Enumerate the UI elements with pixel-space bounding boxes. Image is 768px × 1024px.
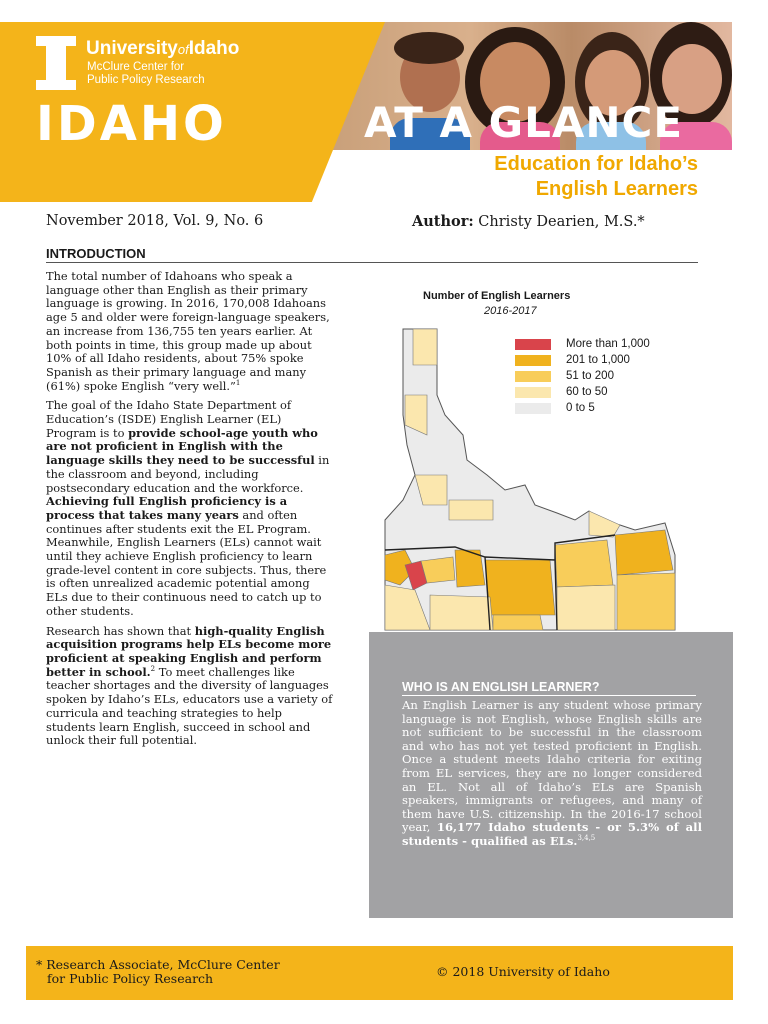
district-central-pale <box>449 500 493 520</box>
district-se-4 <box>617 573 675 630</box>
university-logo-icon <box>36 36 76 90</box>
district-sc-1 <box>485 560 555 615</box>
sidebar-text: An English Learner is any student whose primary language is not English, whose English skills are not sufficient to be successful in the classroom and who has not yet tested proficient in English. Once a student meets Idaho criteria for exiting from EL services, they are no longer considered an EL. Not all of Idaho’s ELs are Spanish speakers, immigrants or refugees, and many of them have U.S. citizenship. In the 2016-17 school year, 16,177 Idaho students - or 5.3% of all students - qualified as ELs.$^{3,4,5}$ <box>402 698 702 848</box>
footnote: * Research Associate, McClure Center for Public Policy Research <box>36 957 280 986</box>
introduction-body <box>46 270 333 754</box>
district-se-1 <box>555 540 613 587</box>
district-sc-2 <box>430 595 493 630</box>
copyright: © 2018 University of Idaho <box>436 964 610 979</box>
district-se-2 <box>615 530 673 575</box>
district-east <box>589 511 620 537</box>
intro-paragraph-2: The goal of the Idaho State Department of Education’s (ISDE) English Learner (EL) Program is to provide school-age youth who are not proficient in English with the language skills they need to be successful in the classroom and beyond, including postsecondary education and the workforce. Achieving full English proficiency is a process that takes many years and often continues after students exit the EL Program. Meanwhile, English Learners (ELs) cannot wait until they achieve English proficiency to learn grade-level content in core subjects. Thus, there is often unrealized academic potential among ELs due to their continuous need to catch up to other students. <box>46 398 330 618</box>
center-name: McClure Center for Public Policy Research <box>87 61 205 86</box>
university-name: UniversityofIdaho <box>86 38 240 59</box>
map-year: 2016-2017 <box>484 305 537 317</box>
subtitle: Education for Idaho’s English Learners <box>494 153 698 200</box>
title-idaho: IDAHO <box>36 96 227 152</box>
legend-item: 0 to 5 <box>515 400 650 416</box>
sidebar-heading: WHO IS AN ENGLISH LEARNER? <box>402 680 696 696</box>
district-sw-2 <box>421 557 455 583</box>
intro-paragraph-1: The total number of Idahoans who speak a language other than English as their primary language is growing. In 2016, 170,008 Idahoans age 5 and older were foreign-language speakers, an increase from 136,755 ten years earlier. At both points in time, this group made up about 10% of all Idaho residents, about 75% spoke Spanish as their primary language and many (61%) spoke English “very well.”$^1$ <box>46 269 330 393</box>
legend-item: More than 1,000 <box>515 336 650 352</box>
district-se-3 <box>557 585 615 630</box>
legend-item: 51 to 200 <box>515 368 650 384</box>
legend-item: 201 to 1,000 <box>515 352 650 368</box>
intro-paragraph-3: Research has shown that high-quality English acquisition programs help ELs become more proficient at speaking English and perform better in school.$^2$ To meet challenges like teacher shortages and the diversity of languages spoken by Idaho’s ELs, educators use a variety of curricula and teaching strategies to help students learn English, succeed in school and unlock their full potential. <box>46 623 333 748</box>
title-at-a-glance: AT A GLANCE <box>364 98 684 147</box>
legend-item: 60 to 50 <box>515 384 650 400</box>
issue-info: November 2018, Vol. 9, No. 6 <box>46 213 264 229</box>
map-legend <box>515 336 650 416</box>
author-line: Author: Christy Dearien, M.S.* <box>412 213 645 230</box>
section-heading-introduction: INTRODUCTION <box>46 246 698 263</box>
district-sc-3 <box>493 615 543 630</box>
map-title: Number of English Learners <box>423 290 571 302</box>
district-panhandle-a <box>413 329 437 365</box>
